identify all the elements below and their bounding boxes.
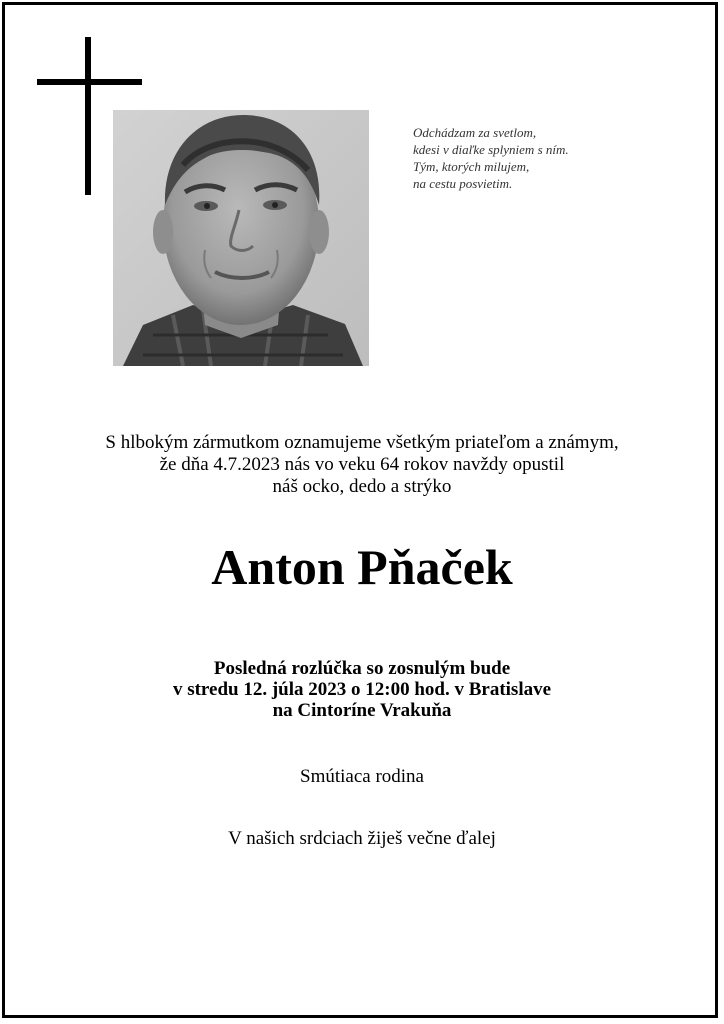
announcement-line: S hlbokým zármutkom oznamujeme všetkým priateľom a známym, xyxy=(105,432,619,453)
poem-line: Odchádzam za svetlom, xyxy=(413,125,537,140)
portrait-photo xyxy=(113,110,369,366)
poem-verse xyxy=(413,124,693,192)
portrait-illustration xyxy=(113,110,369,366)
poem-line: na cestu posvietim. xyxy=(413,176,513,191)
announcement-line: náš ocko, dedo a strýko xyxy=(272,476,452,497)
poem-line: kdesi v diaľke splyniem s ním. xyxy=(413,142,569,157)
poem-line: Tým, ktorých milujem, xyxy=(413,159,530,174)
cross-vertical-bar xyxy=(85,37,91,195)
deceased-name: Anton Pňaček xyxy=(211,539,513,595)
announcement-text xyxy=(0,432,724,498)
funeral-line: Posledná rozlúčka so zosnulým bude xyxy=(213,658,511,679)
cross-horizontal-bar xyxy=(37,79,142,85)
funeral-line: na Cintoríne Vrakuňa xyxy=(272,700,452,721)
memorial-motto: V našich srdciach žiješ večne ďalej xyxy=(228,828,496,849)
funeral-info xyxy=(0,658,724,721)
family-signature: Smútiaca rodina xyxy=(300,766,424,787)
funeral-line: v stredu 12. júla 2023 o 12:00 hod. v Bratislave xyxy=(172,679,552,700)
announcement-line: že dňa 4.7.2023 nás vo veku 64 rokov navždy opustil xyxy=(159,454,565,475)
